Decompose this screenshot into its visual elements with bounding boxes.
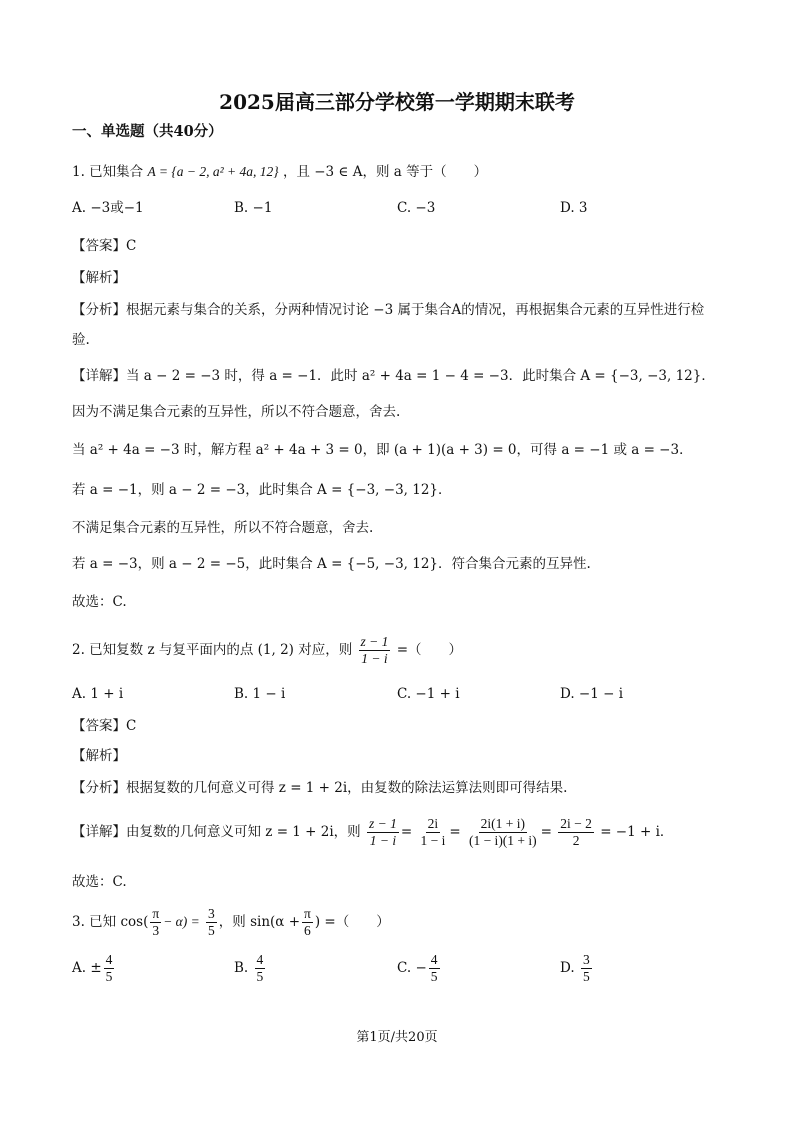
q2-frac-1-den: 1 − i	[369, 833, 397, 848]
q2-frac-3-num: 2i(1 + i)	[480, 816, 525, 831]
q1-xiangjie-line5: 不满足集合元素的互异性，所以不符合题意，舍去.	[72, 520, 374, 536]
q3-frac-pi-6	[302, 906, 313, 939]
section-heading: 一、单选题（共40分）	[72, 123, 223, 140]
q1-stem-suffix: ，且 −3 ∈ A，则 a 等于（ ）	[282, 164, 488, 180]
q3-frac-3-5-num: 3	[208, 906, 215, 921]
q3-frac-3-5-den: 5	[208, 923, 215, 938]
q3-option-d-frac	[581, 952, 592, 985]
q2-option-d: D. −1 − i	[560, 686, 624, 702]
q2-stem-fraction	[359, 634, 391, 667]
q1-option-c: C. −3	[397, 200, 436, 216]
q3-option-c-label: C.	[397, 960, 412, 976]
q3-option-a-num: 4	[105, 952, 113, 967]
q3-option-b-den: 5	[256, 969, 264, 984]
q2-conclusion: 故选：C.	[72, 874, 127, 890]
q3-option-c-frac	[429, 952, 440, 985]
q3-option-d-den: 5	[582, 969, 590, 984]
q2-stem-frac-num: z − 1	[360, 634, 389, 649]
q1-option-d: D. 3	[560, 200, 588, 216]
q3-option-c	[397, 952, 442, 985]
q3-stem-prefix: 3. 已知 cos(	[72, 914, 149, 930]
q3-option-d-num: 3	[582, 952, 590, 967]
q3-frac-3-5	[206, 906, 217, 939]
page-title: 2025届高三部分学校第一学期期末联考	[219, 90, 575, 114]
q3-option-a-den: 5	[105, 969, 113, 984]
q1-xiangjie-line4: 若 a = −1，则 a − 2 = −3，此时集合 A = {−3, −3, 12}．	[72, 482, 452, 498]
q2-xiangjie-tail: = −1 + i．	[600, 824, 674, 840]
q2-frac-2-num: 2i	[427, 816, 439, 831]
q2-answer: 【答案】C	[72, 718, 137, 734]
q2-frac-2-den: 1 − i	[420, 833, 446, 848]
q2-stem-suffix: =（ ）	[396, 642, 463, 658]
q3-frac-3: 3	[152, 923, 160, 938]
q1-fenxi-line2: 验.	[72, 332, 90, 348]
q3-frac-pi-3	[150, 906, 161, 939]
q3-frac-pi-6-den: 6	[304, 923, 311, 938]
q2-stem	[72, 632, 462, 668]
q3-frac-pi: π	[152, 906, 160, 921]
q3-stem-mid: − α) =	[163, 914, 200, 929]
q2-frac-3-den: (1 − i)(1 + i)	[468, 833, 537, 848]
q3-option-a-label: A.	[72, 960, 87, 976]
q1-stem	[72, 162, 487, 182]
q3-option-d-label: D.	[560, 960, 575, 976]
q1-analysis-label: 【解析】	[72, 270, 126, 286]
q1-xiangjie-line1: 【详解】当 a − 2 = −3 时，得 a = −1．此时 a² + 4a = 1 − 4 = −3．此时集合 A = {−3, −3, 12}．	[72, 368, 715, 384]
q1-xiangjie-line2: 因为不满足集合元素的互异性，所以不符合题意，舍去.	[72, 404, 401, 420]
q1-xiangjie-line6: 若 a = −3，则 a − 2 = −5，此时集合 A = {−5, −3, 12}．符合集合元素的互异性.	[72, 556, 591, 572]
q1-option-b: B. −1	[234, 200, 273, 216]
q3-option-b-num: 4	[256, 952, 264, 967]
q3-stem-b: ，则 sin(α +	[218, 914, 301, 930]
q3-stem-suffix: ) =（ ）	[314, 914, 390, 930]
q3-option-a-frac	[104, 952, 115, 985]
q2-analysis-label: 【解析】	[72, 748, 126, 764]
q1-set-expr: A = {a − 2, a² + 4a, 12}	[147, 164, 279, 179]
q2-xiangjie-prefix: 【详解】由复数的几何意义可知 z = 1 + 2i，则	[72, 824, 361, 840]
q3-option-b-label: B.	[234, 960, 249, 976]
q1-stem-prefix: 1. 已知集合	[72, 164, 144, 180]
q2-xiangjie: 【详解】由复数的几何意义可知 z = 1 + 2i，则 $\frac{z - 1}{1 - i}$ = $\frac{2i}{1 - i}$ = $\frac{2i(1 + i)}{(1 - i)(1 + i)}$ = $\frac{2i - 2}{2}$ = −1 + i．	[72, 816, 674, 848]
q3-option-b-frac	[255, 952, 266, 985]
q3-frac-pi-6-num: π	[304, 906, 311, 921]
q3-stem	[72, 904, 390, 940]
q2-fenxi: 【分析】根据复数的几何意义可得 z = 1 + 2i，由复数的除法运算法则即可得结果.	[72, 780, 568, 796]
q2-frac-4-num: 2i − 2	[560, 816, 592, 831]
q2-frac-1	[367, 816, 399, 849]
q2-frac-4	[558, 816, 594, 849]
q3-option-c-num: 4	[430, 952, 438, 967]
q2-stem-frac-den: 1 − i	[361, 651, 388, 666]
q2-option-c: C. −1 + i	[397, 686, 460, 702]
q2-option-b: B. 1 − i	[234, 686, 286, 702]
q2-frac-1-num: z − 1	[368, 816, 397, 831]
q3-option-a-sign: ±	[90, 960, 102, 976]
q3-option-c-den: 5	[430, 969, 438, 984]
q1-fenxi-line1: 【分析】根据元素与集合的关系，分两种情况讨论 −3 属于集合A的情况，再根据集合元素的互异性进行检	[72, 302, 705, 318]
q3-option-b	[234, 952, 267, 985]
q2-frac-3	[467, 816, 539, 849]
q3-option-c-sign: −	[415, 960, 427, 976]
q1-xiangjie-line3: 当 a² + 4a = −3 时，解方程 a² + 4a + 3 = 0，即 (a + 1)(a + 3) = 0，可得 a = −1 或 a = −3．	[72, 442, 693, 458]
q3-option-d	[560, 952, 594, 985]
page-footer: 第1页/共20页	[356, 1030, 438, 1045]
q2-frac-2	[418, 816, 447, 849]
q2-stem-prefix: 2. 已知复数 z 与复平面内的点 (1, 2) 对应，则	[72, 642, 353, 658]
q3-option-a	[72, 952, 116, 985]
q2-frac-4-den: 2	[572, 833, 580, 848]
q1-option-a: A. −3或−1	[72, 200, 144, 216]
q1-conclusion: 故选：C.	[72, 594, 127, 610]
q2-option-a: A. 1 + i	[72, 686, 124, 702]
q1-answer: 【答案】C	[72, 238, 137, 254]
